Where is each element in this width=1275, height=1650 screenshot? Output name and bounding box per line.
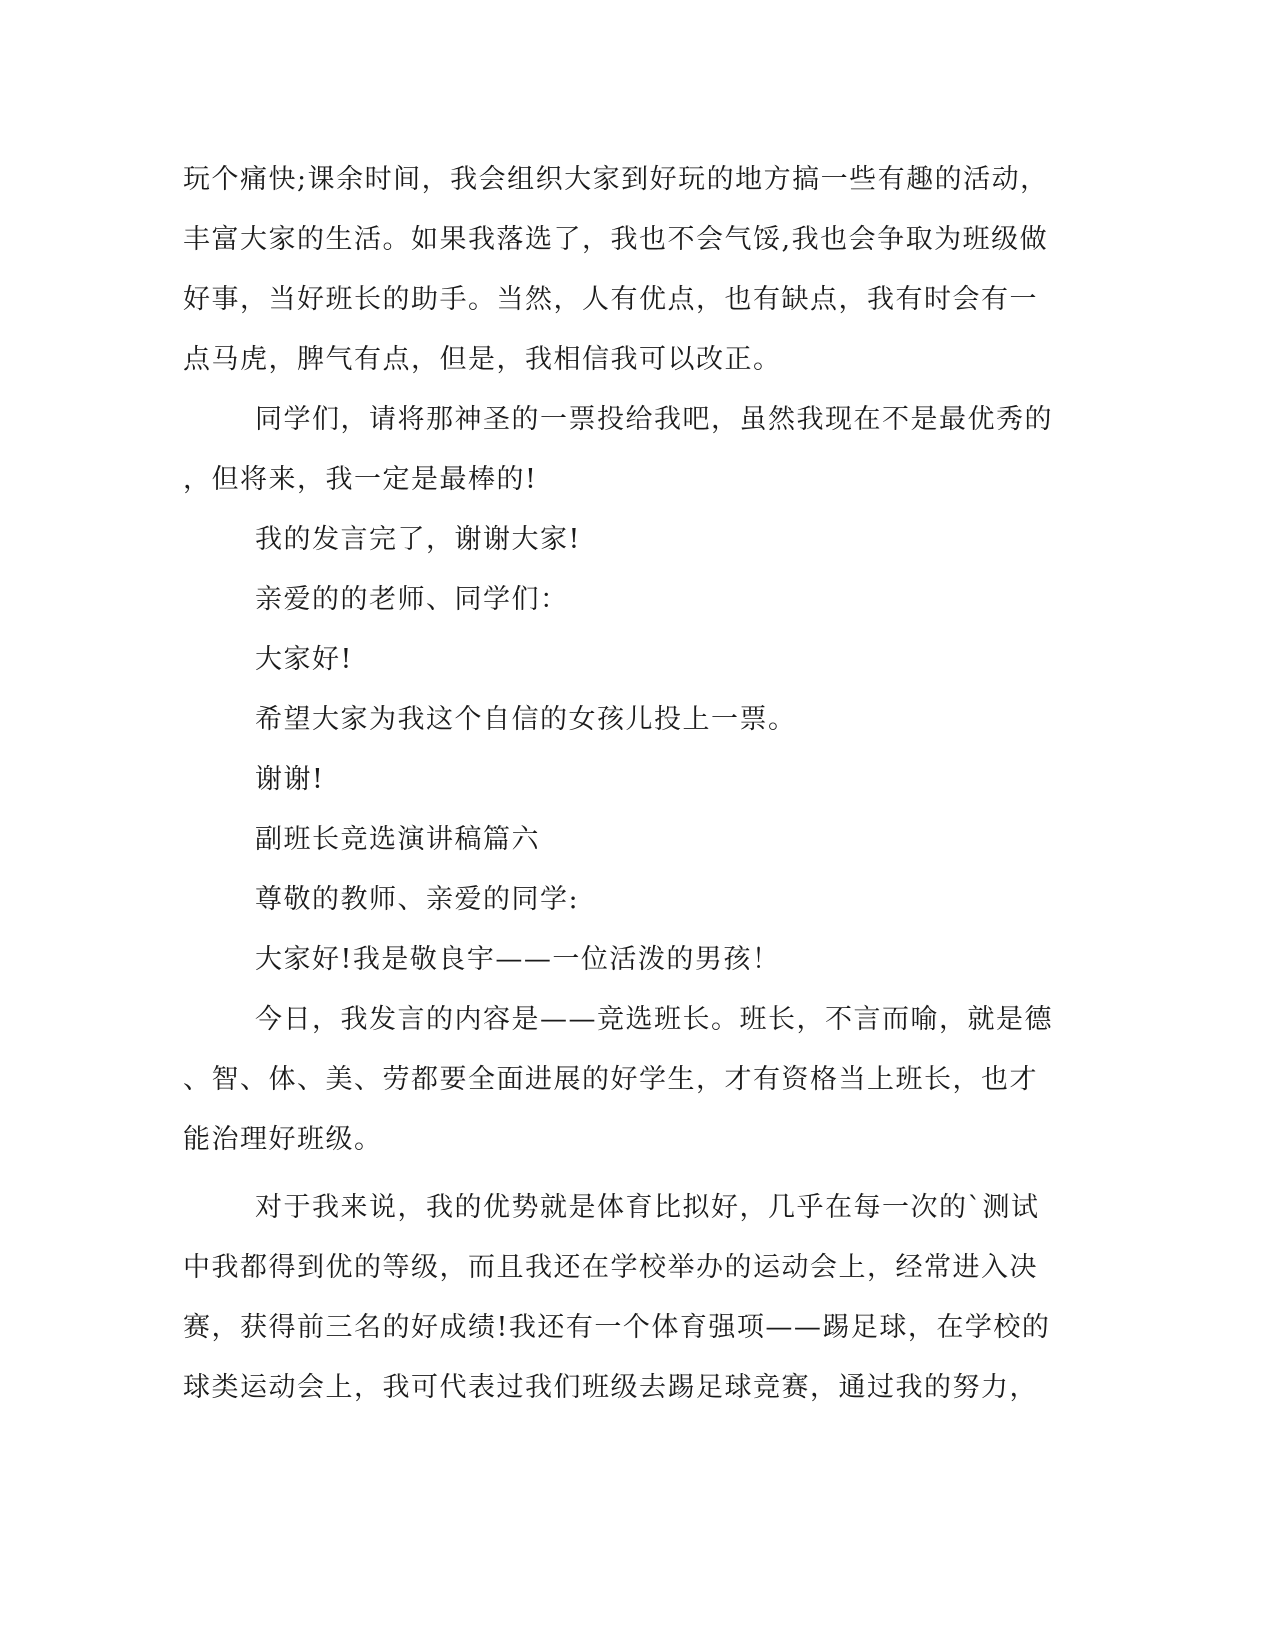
paragraph-line: 希望大家为我这个自信的女孩儿投上一票。 [255,704,797,735]
paragraph-line: 今日，我发言的内容是——竞选班长。班长，不言而喻，就是德 [255,1004,1053,1035]
paragraph-line: 玩个痛快;课余时间，我会组织大家到好玩的地方搞一些有趣的活动， [183,164,1049,195]
paragraph-line: 球类运动会上，我可代表过我们班级去踢足球竞赛，通过我的努力， [183,1372,1038,1403]
greeting-line: 大家好! [255,644,353,675]
closing-line: 谢谢! [255,764,325,795]
paragraph-line: 能治理好班级。 [183,1124,383,1155]
paragraph-line: 赛，获得前三名的好成绩!我还有一个体育强项——踢足球，在学校的 [183,1312,1051,1343]
paragraph-line: ，但将来，我一定是最棒的! [183,464,538,495]
paragraph-line: 中我都得到优的等级，而且我还在学校举办的运动会上，经常进入决 [183,1252,1038,1283]
section-title: 副班长竞选演讲稿篇六 [255,824,540,855]
paragraph-line: 点马虎，脾气有点，但是，我相信我可以改正。 [183,344,782,375]
paragraph-line: 丰富大家的生活。如果我落选了，我也不会气馁,我也会争取为班级做 [183,224,1049,255]
salutation-line: 亲爱的的老师、同学们： [255,584,569,615]
paragraph-line: 对于我来说，我的优势就是体育比拟好，几乎在每一次的`测试 [255,1192,1040,1223]
paragraph-line: 、智、体、美、劳都要全面进展的好学生，才有资格当上班长，也才 [183,1064,1038,1095]
document-body [183,150,1053,1418]
paragraph-line: 好事，当好班长的助手。当然，人有优点，也有缺点，我有时会有一 [183,284,1038,315]
paragraph-gap [183,1170,1043,1178]
greeting-line: 大家好!我是敬良宇——一位活泼的男孩！ [255,944,781,975]
paragraph-line: 同学们，请将那神圣的一票投给我吧，虽然我现在不是最优秀的 [255,404,1053,435]
salutation-line: 尊敬的教师、亲爱的同学: [255,884,580,915]
paragraph-line: 我的发言完了，谢谢大家! [255,524,581,555]
